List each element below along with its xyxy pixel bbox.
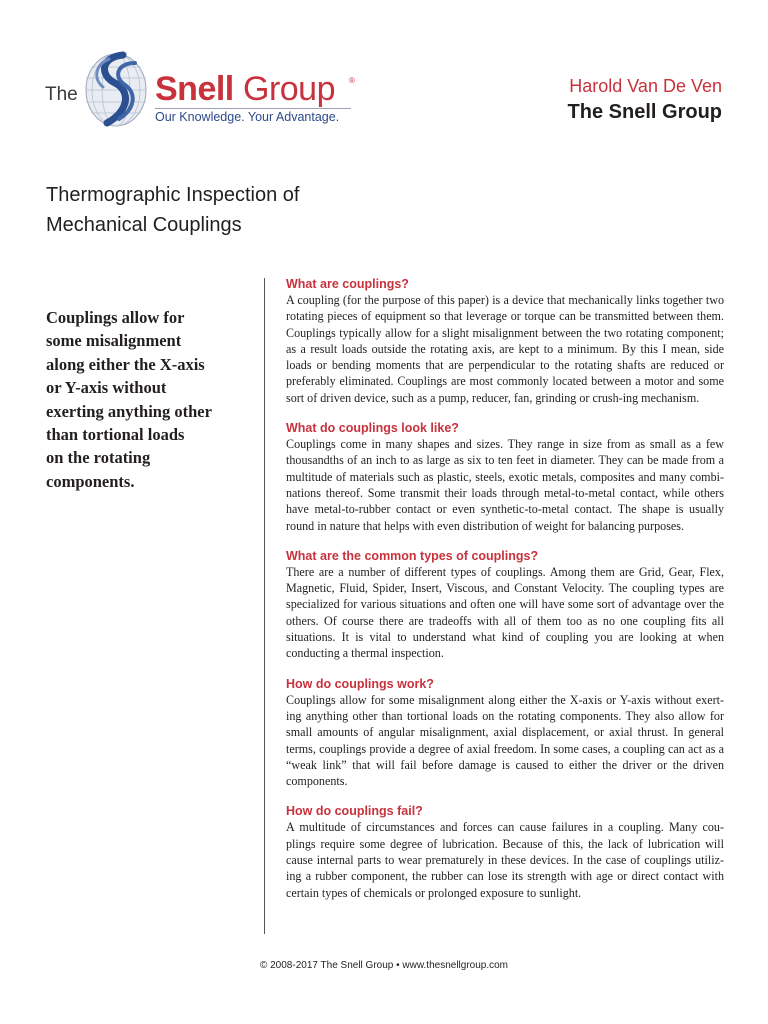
section-paragraph: A coupling (for the purpose of this paper) is a device that mechanically links together two rotating pieces of equipment so that leverage or torque can be transmitted between them. Couplings typically allow for a slight misalignment between the two rotating component; as a result loads outside the rotating axis, are kept to a minimum. By this I mean, side loads or bending moments that are perpendicular to the rotating shafts are reduced or preferably eliminated. Couplings are most commonly located between a motor and some sort of driven device, such as a pump, reducer, fan, grinding or crush-ing mechanism. (286, 293, 724, 405)
section-paragraph: A multitude of circumstances and forces can cause failures in a coupling. Many cou-plings require some degree of lubrication. Because of this, the lack of lubrication will cause internal parts to wear prematurely in these devices. In the case of couplings utiliz-ing a rubber component, the rubber can lose its strength with age or direct contact with certain types of chemicals or prolonged exposure to sunlight. (286, 820, 724, 900)
snell-group-logo (45, 38, 365, 138)
section-what-are-couplings (286, 276, 724, 406)
logo-tagline: Our Knowledge. Your Advantage. (155, 110, 340, 124)
pull-quote-line: some misalignment (46, 331, 182, 351)
pull-quote-line: on the rotating (46, 448, 151, 468)
section-how-couplings-work (286, 676, 724, 790)
pull-quote-line: or Y-axis without (46, 378, 167, 398)
section-heading: What do couplings look like? (286, 421, 459, 436)
logo-word-the: The (45, 84, 78, 105)
logo-divider (155, 108, 351, 109)
title-line: Thermographic Inspection of (46, 184, 300, 206)
pull-quote-line: Couplings allow for (46, 308, 185, 327)
author-name: Harold Van De Ven (569, 76, 722, 96)
registered-mark: ® (349, 76, 355, 85)
section-paragraph: There are a number of different types of couplings. Among them are Grid, Gear, Flex, Magnetic, Fluid, Spider, Insert, Viscous, and Constant Velocity. The coupling types are specialized for various situations and often one will have some sort of advantage over the others. Of course there are tradeoffs with all of them too as no one coupling fits all situations. It is vital to understand what kind of coupling you are looking at when conducting a thermal inspection. (286, 564, 724, 661)
logo-word-group: Group (243, 70, 335, 108)
body-column (286, 276, 724, 915)
author-organization: The Snell Group (567, 101, 722, 123)
section-paragraph: Couplings come in many shapes and sizes. They range in size from as small as a few thousandths of an inch to as large as six to ten feet in diameter. They can be made from a multitude of materials such as plastic, steels, exotic metals, composites and many combi-nations thereof. Some transmit their loads through metal-to-metal contact, while others have metal-to-rubber contact or even synthetic-to-metal contact. The shape is usually round in nature that helps with even distribution of weight for balancing purposes. (286, 437, 724, 533)
page-footer: © 2008-2017 The Snell Group • www.thesnellgroup.com (259, 960, 509, 971)
column-divider (264, 278, 265, 934)
section-paragraph: Couplings allow for some misalignment along either the X-axis or Y-axis without exert-ing anything other than tortional loads on the rotating components. They also allow for small amounts of angular misalignment, axial displacement, or axial thrust. In general terms, couplings provide a degree of axial freedom. In some cases, a coupling can act as a “weak link” that will fail before damage is caused to either the driver or the driven components. (286, 692, 724, 789)
pull-quote-line: than tortional loads (46, 425, 185, 445)
pull-quote-line: components. (46, 471, 135, 491)
globe-swirl-icon (79, 49, 153, 131)
section-how-couplings-fail (286, 803, 724, 900)
pull-quote-line: along either the X-axis (46, 354, 205, 374)
pull-quote (46, 306, 236, 493)
section-what-do-couplings-look-like (286, 420, 724, 534)
document-title (46, 180, 386, 240)
section-heading: How do couplings work? (286, 676, 434, 691)
section-heading: What are the common types of couplings? (286, 548, 539, 563)
logo-word-snell: Snell (155, 70, 234, 108)
title-line: Mechanical Couplings (46, 214, 242, 236)
section-common-types (286, 548, 724, 662)
section-heading: What are couplings? (286, 277, 409, 291)
pull-quote-line: exerting anything other (46, 401, 212, 421)
section-heading: How do couplings fail? (286, 804, 423, 819)
